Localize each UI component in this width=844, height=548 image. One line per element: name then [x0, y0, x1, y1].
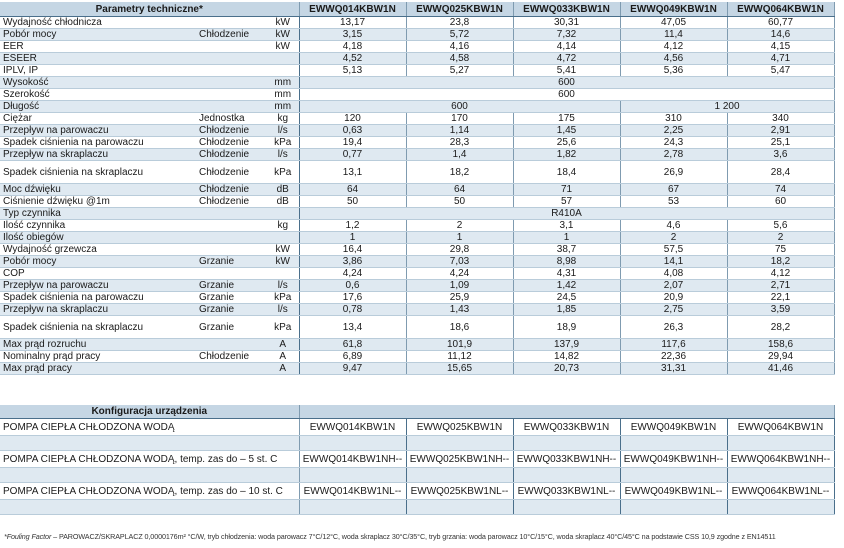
param-name: Wydajność chłodnicza [0, 17, 196, 29]
config-spacer-cell [406, 500, 513, 515]
param-mode: Grzanie [196, 292, 267, 304]
param-value: 50 [299, 196, 406, 208]
param-mode: Grzanie [196, 304, 267, 316]
param-value: 5,41 [513, 65, 620, 77]
param-value: 20,73 [513, 363, 620, 375]
param-value: 29,8 [406, 244, 513, 256]
param-value: 4,71 [727, 53, 834, 65]
param-value: 7,32 [513, 29, 620, 41]
param-unit: kPa [267, 292, 299, 304]
config-name: POMPA CIEPŁA CHŁODZONA WODĄ, temp. zas do – 10 st. C [0, 483, 299, 500]
param-value: 9,47 [299, 363, 406, 375]
param-value: 60,77 [727, 17, 834, 29]
param-mode [196, 53, 267, 65]
spec-row [0, 196, 834, 208]
param-name: Ciężar [0, 113, 196, 125]
param-value: 19,4 [299, 137, 406, 149]
param-mode: Chłodzenie [196, 196, 267, 208]
config-model: EWWQ025KBW1NH-- [406, 451, 513, 468]
footnote-text: – PAROWACZ/SKRAPLACZ 0,0000176m² °C/W, tryb chłodzenia: woda parowacz 7°C/12°C, woda skraplacz 30°C/35°C, tryb grzania: woda parowacz 10°C/15°C, woda skraplacz 40°C/45°C na podstawie CSS 10,9 zgodne z EN14511 [51, 532, 776, 541]
param-value: 25,9 [406, 292, 513, 304]
param-value: 57 [513, 196, 620, 208]
spec-row [0, 89, 834, 101]
param-name: COP [0, 268, 196, 280]
param-value: 24,5 [513, 292, 620, 304]
param-value: 30,31 [513, 17, 620, 29]
param-name: Wysokość [0, 77, 196, 89]
param-value: 137,9 [513, 339, 620, 351]
param-value: 57,5 [620, 244, 727, 256]
param-unit: mm [267, 89, 299, 101]
param-value: 71 [513, 184, 620, 196]
param-value: 28,3 [406, 137, 513, 149]
param-value: 15,65 [406, 363, 513, 375]
param-name: Typ czynnika [0, 208, 196, 220]
config-model: EWWQ025KBW1N [406, 419, 513, 436]
config-spacer-cell [513, 500, 620, 515]
param-name: EER [0, 41, 196, 53]
param-name: Przepływ na skraplaczu [0, 304, 196, 316]
param-value: 13,4 [299, 316, 406, 339]
param-name: Przepływ na parowaczu [0, 280, 196, 292]
param-unit: l/s [267, 280, 299, 292]
param-unit: l/s [267, 304, 299, 316]
param-value: 26,3 [620, 316, 727, 339]
config-header-row [0, 405, 834, 419]
param-unit: kg [267, 113, 299, 125]
config-model: EWWQ014KBW1N [299, 419, 406, 436]
param-value: 4,15 [727, 41, 834, 53]
config-name: POMPA CIEPŁA CHŁODZONA WODĄ [0, 419, 299, 436]
config-model: EWWQ033KBW1N [513, 419, 620, 436]
config-spacer-cell [299, 500, 406, 515]
spec-row [0, 256, 834, 268]
config-spacer-cell [406, 468, 513, 483]
param-value: 1,14 [406, 125, 513, 137]
param-value: 4,16 [406, 41, 513, 53]
param-unit: kW [267, 244, 299, 256]
spec-row [0, 280, 834, 292]
config-model: EWWQ049KBW1NH-- [620, 451, 727, 468]
param-mode: Chłodzenie [196, 184, 267, 196]
param-value: 4,18 [299, 41, 406, 53]
spec-row [0, 29, 834, 41]
spec-row [0, 292, 834, 304]
config-row [0, 483, 834, 500]
spec-row [0, 244, 834, 256]
config-row [0, 419, 834, 436]
config-spacer-row [0, 468, 834, 483]
param-value: 22,1 [727, 292, 834, 304]
param-mode [196, 65, 267, 77]
param-value: 4,12 [727, 268, 834, 280]
param-value: 1 [406, 232, 513, 244]
config-name: POMPA CIEPŁA CHŁODZONA WODĄ, temp. zas do – 5 st. C [0, 451, 299, 468]
spec-row [0, 41, 834, 53]
spec-row [0, 125, 834, 137]
param-value: 8,98 [513, 256, 620, 268]
param-mode: Chłodzenie [196, 29, 267, 41]
param-value: 60 [727, 196, 834, 208]
param-value: 53 [620, 196, 727, 208]
param-value: 7,03 [406, 256, 513, 268]
param-value: 4,31 [513, 268, 620, 280]
param-value: 16,4 [299, 244, 406, 256]
param-name: Moc dźwięku [0, 184, 196, 196]
param-value: 1,43 [406, 304, 513, 316]
param-value: 4,24 [406, 268, 513, 280]
param-value: 18,4 [513, 161, 620, 184]
param-value: 5,13 [299, 65, 406, 77]
spec-row [0, 208, 834, 220]
param-mode [196, 89, 267, 101]
config-model: EWWQ014KBW1NL-- [299, 483, 406, 500]
spec-row [0, 65, 834, 77]
param-name: Spadek ciśnienia na skraplaczu [0, 316, 196, 339]
param-value: 13,17 [299, 17, 406, 29]
config-spacer-row [0, 500, 834, 515]
param-value: 0,77 [299, 149, 406, 161]
param-mode [196, 339, 267, 351]
param-value-merged: 1 200 [620, 101, 834, 113]
param-value: 18,6 [406, 316, 513, 339]
param-value: 1,2 [299, 220, 406, 232]
model-header: EWWQ049KBW1N [620, 2, 727, 17]
param-unit [267, 232, 299, 244]
config-model: EWWQ049KBW1N [620, 419, 727, 436]
param-value: 1,82 [513, 149, 620, 161]
config-model: EWWQ014KBW1NH-- [299, 451, 406, 468]
config-row [0, 451, 834, 468]
param-unit: mm [267, 77, 299, 89]
param-value: 2,91 [727, 125, 834, 137]
param-value: 175 [513, 113, 620, 125]
param-mode: Grzanie [196, 256, 267, 268]
spec-row [0, 304, 834, 316]
config-spacer-cell [727, 468, 834, 483]
param-unit: kPa [267, 161, 299, 184]
param-mode [196, 268, 267, 280]
config-model: EWWQ025KBW1NL-- [406, 483, 513, 500]
param-value: 0,6 [299, 280, 406, 292]
param-value: 11,4 [620, 29, 727, 41]
param-value: 18,9 [513, 316, 620, 339]
param-value: 2,25 [620, 125, 727, 137]
param-value: 4,08 [620, 268, 727, 280]
param-value-merged: R410A [299, 208, 834, 220]
param-value: 38,7 [513, 244, 620, 256]
param-value: 3,15 [299, 29, 406, 41]
config-spacer-cell [620, 500, 727, 515]
param-value: 20,9 [620, 292, 727, 304]
param-value: 23,8 [406, 17, 513, 29]
param-value: 0,63 [299, 125, 406, 137]
param-unit: kg [267, 220, 299, 232]
config-model: EWWQ064KBW1N [727, 419, 834, 436]
param-value: 5,72 [406, 29, 513, 41]
param-mode: Grzanie [196, 280, 267, 292]
param-value: 5,47 [727, 65, 834, 77]
param-value: 4,58 [406, 53, 513, 65]
model-header: EWWQ033KBW1N [513, 2, 620, 17]
param-value: 2 [406, 220, 513, 232]
param-mode: Grzanie [196, 316, 267, 339]
param-value: 2 [620, 232, 727, 244]
param-name: Nominalny prąd pracy [0, 351, 196, 363]
spec-row [0, 220, 834, 232]
param-value: 117,6 [620, 339, 727, 351]
model-header: EWWQ025KBW1N [406, 2, 513, 17]
config-spacer-cell [513, 468, 620, 483]
spec-row [0, 363, 834, 375]
param-value: 75 [727, 244, 834, 256]
config-spacer-cell [299, 468, 406, 483]
param-unit: A [267, 339, 299, 351]
model-header: EWWQ014KBW1N [299, 2, 406, 17]
param-value: 67 [620, 184, 727, 196]
param-value: 4,72 [513, 53, 620, 65]
config-title: Konfiguracja urządzenia [0, 405, 299, 419]
config-spacer-cell [620, 436, 727, 451]
param-mode: Chłodzenie [196, 125, 267, 137]
param-mode: Chłodzenie [196, 161, 267, 184]
param-unit [267, 208, 299, 220]
param-name: Przepływ na parowaczu [0, 125, 196, 137]
param-value: 1,09 [406, 280, 513, 292]
param-value: 2,07 [620, 280, 727, 292]
param-value: 13,1 [299, 161, 406, 184]
param-name: Przepływ na skraplaczu [0, 149, 196, 161]
param-name: Max prąd rozruchu [0, 339, 196, 351]
config-spacer-cell [513, 436, 620, 451]
param-value: 18,2 [406, 161, 513, 184]
param-value: 4,24 [299, 268, 406, 280]
param-value-merged: 600 [299, 89, 834, 101]
param-name: Wydajność grzewcza [0, 244, 196, 256]
spec-row [0, 184, 834, 196]
param-value: 4,6 [620, 220, 727, 232]
param-name: Spadek ciśnienia na parowaczu [0, 292, 196, 304]
spec-row [0, 161, 834, 184]
param-name: ESEER [0, 53, 196, 65]
params-header: Parametry techniczne* [0, 2, 299, 17]
param-value: 1,45 [513, 125, 620, 137]
param-name: Max prąd pracy [0, 363, 196, 375]
config-spacer-cell [620, 468, 727, 483]
config-spacer-row [0, 436, 834, 451]
config-spacer-cell [727, 500, 834, 515]
config-table [0, 405, 835, 515]
param-value: 28,2 [727, 316, 834, 339]
config-spacer-cell [0, 500, 299, 515]
param-mode [196, 41, 267, 53]
param-value: 26,9 [620, 161, 727, 184]
param-value: 120 [299, 113, 406, 125]
param-mode [196, 220, 267, 232]
param-value: 24,3 [620, 137, 727, 149]
param-value: 4,14 [513, 41, 620, 53]
param-name: Szerokość [0, 89, 196, 101]
spec-row [0, 316, 834, 339]
config-model: EWWQ064KBW1NH-- [727, 451, 834, 468]
param-value: 18,2 [727, 256, 834, 268]
spec-row [0, 101, 834, 113]
param-value: 5,27 [406, 65, 513, 77]
param-unit: l/s [267, 125, 299, 137]
config-model: EWWQ064KBW1NL-- [727, 483, 834, 500]
param-value: 1 [513, 232, 620, 244]
param-value: 1,85 [513, 304, 620, 316]
spec-row [0, 137, 834, 149]
param-unit: kW [267, 17, 299, 29]
config-header-blank [299, 405, 834, 419]
param-unit: kPa [267, 316, 299, 339]
param-value-merged: 600 [299, 101, 620, 113]
param-mode [196, 77, 267, 89]
spec-table [0, 2, 835, 375]
param-value: 74 [727, 184, 834, 196]
param-value: 2,78 [620, 149, 727, 161]
config-model: EWWQ033KBW1NL-- [513, 483, 620, 500]
param-value: 2,75 [620, 304, 727, 316]
spec-row [0, 53, 834, 65]
spec-row [0, 268, 834, 280]
config-spacer-cell [0, 468, 299, 483]
spec-row [0, 339, 834, 351]
param-name: Ilość obiegów [0, 232, 196, 244]
param-mode [196, 232, 267, 244]
param-unit: kW [267, 29, 299, 41]
config-model: EWWQ033KBW1NH-- [513, 451, 620, 468]
param-value: 41,46 [727, 363, 834, 375]
param-name: Spadek ciśnienia na skraplaczu [0, 161, 196, 184]
param-value: 4,12 [620, 41, 727, 53]
param-name: Spadek ciśnienia na parowaczu [0, 137, 196, 149]
param-value: 22,36 [620, 351, 727, 363]
config-spacer-cell [727, 436, 834, 451]
param-unit [267, 53, 299, 65]
param-unit [267, 65, 299, 77]
param-value: 3,6 [727, 149, 834, 161]
param-value: 6,89 [299, 351, 406, 363]
param-mode [196, 17, 267, 29]
param-unit: l/s [267, 149, 299, 161]
param-value: 17,6 [299, 292, 406, 304]
spec-row [0, 113, 834, 125]
param-unit: kPa [267, 137, 299, 149]
param-value: 25,1 [727, 137, 834, 149]
param-unit: dB [267, 184, 299, 196]
param-name: Pobór mocy [0, 256, 196, 268]
param-value: 11,12 [406, 351, 513, 363]
header-row [0, 2, 834, 17]
param-value: 101,9 [406, 339, 513, 351]
param-value-merged: 600 [299, 77, 834, 89]
param-mode [196, 208, 267, 220]
param-unit: A [267, 351, 299, 363]
param-mode [196, 363, 267, 375]
param-value: 5,6 [727, 220, 834, 232]
param-name: Pobór mocy [0, 29, 196, 41]
param-value: 29,94 [727, 351, 834, 363]
param-value: 31,31 [620, 363, 727, 375]
param-value: 14,6 [727, 29, 834, 41]
param-value: 14,1 [620, 256, 727, 268]
spec-row [0, 149, 834, 161]
param-value: 1,42 [513, 280, 620, 292]
param-value: 14,82 [513, 351, 620, 363]
param-unit: A [267, 363, 299, 375]
param-value: 310 [620, 113, 727, 125]
param-mode: Chłodzenie [196, 351, 267, 363]
param-name: IPLV, IP [0, 65, 196, 77]
config-model: EWWQ049KBW1NL-- [620, 483, 727, 500]
param-mode [196, 101, 267, 113]
param-value: 340 [727, 113, 834, 125]
param-value: 50 [406, 196, 513, 208]
param-mode: Jednostka [196, 113, 267, 125]
config-spacer-cell [0, 436, 299, 451]
param-value: 28,4 [727, 161, 834, 184]
param-value: 3,1 [513, 220, 620, 232]
param-value: 5,36 [620, 65, 727, 77]
param-name: Długość [0, 101, 196, 113]
param-value: 64 [299, 184, 406, 196]
param-mode: Chłodzenie [196, 149, 267, 161]
param-value: 0,78 [299, 304, 406, 316]
param-unit: kW [267, 256, 299, 268]
spec-row [0, 351, 834, 363]
param-unit [267, 268, 299, 280]
param-value: 3,59 [727, 304, 834, 316]
param-unit: mm [267, 101, 299, 113]
param-value: 2 [727, 232, 834, 244]
footnote [4, 532, 776, 541]
param-value: 2,71 [727, 280, 834, 292]
param-unit: kW [267, 41, 299, 53]
param-value: 4,52 [299, 53, 406, 65]
spec-row [0, 77, 834, 89]
param-mode: Chłodzenie [196, 137, 267, 149]
param-value: 170 [406, 113, 513, 125]
spec-row [0, 232, 834, 244]
param-value: 25,6 [513, 137, 620, 149]
footnote-fouling-label: *Fouling Factor [4, 532, 52, 541]
config-spacer-cell [299, 436, 406, 451]
param-value: 1 [299, 232, 406, 244]
param-unit: dB [267, 196, 299, 208]
param-value: 4,56 [620, 53, 727, 65]
model-header: EWWQ064KBW1N [727, 2, 834, 17]
param-name: Ciśnienie dźwięku @1m [0, 196, 196, 208]
param-mode [196, 244, 267, 256]
param-value: 158,6 [727, 339, 834, 351]
param-value: 61,8 [299, 339, 406, 351]
spec-row [0, 17, 834, 29]
param-value: 47,05 [620, 17, 727, 29]
param-name: Ilość czynnika [0, 220, 196, 232]
param-value: 3,86 [299, 256, 406, 268]
param-value: 1,4 [406, 149, 513, 161]
param-value: 64 [406, 184, 513, 196]
config-spacer-cell [406, 436, 513, 451]
